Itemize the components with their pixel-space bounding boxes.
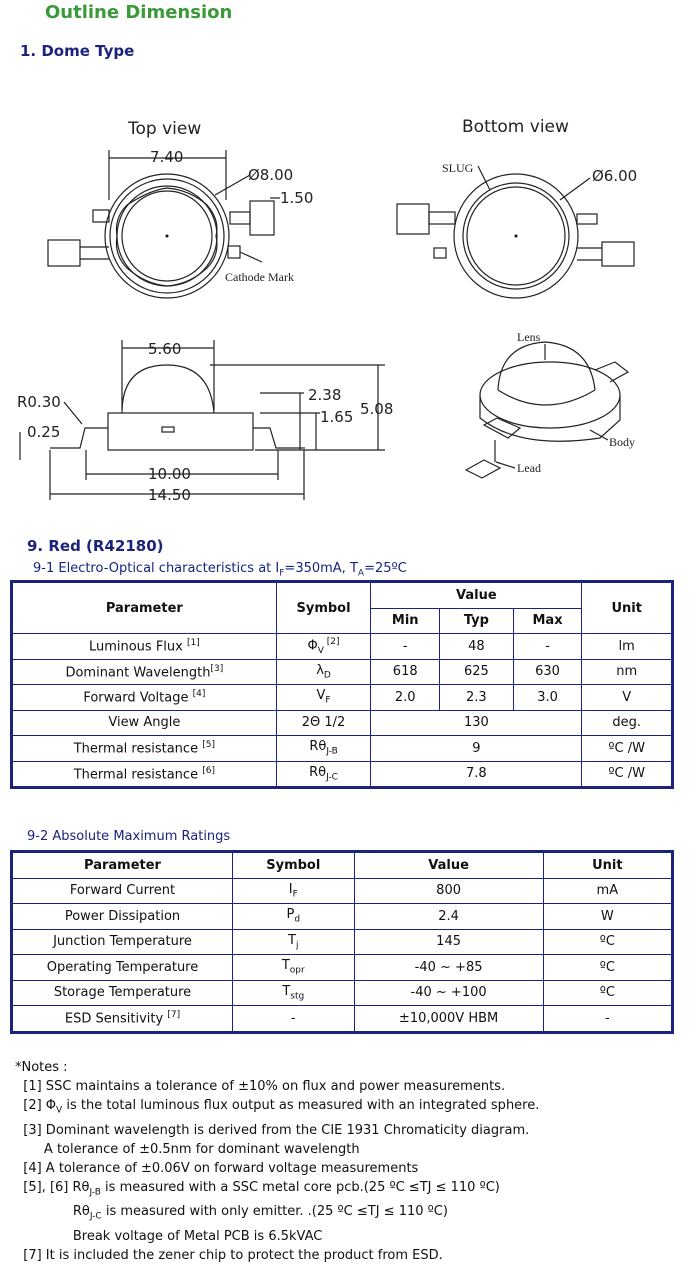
table-row [12,955,673,981]
min-cell: 2.0 [371,685,440,711]
symbol-text: - [290,1010,296,1026]
param-text: Storage Temperature [53,985,192,1001]
symbol-cell [233,980,355,1006]
param-text: Power Dissipation [64,908,181,924]
unit-cell: ºC /W [582,736,673,762]
eo-header-min: Min [371,608,440,634]
symbol-sub: opr [289,966,305,977]
dim-14-50: 14.50 [148,486,191,504]
param-cell [12,736,277,762]
param-text: Operating Temperature [46,959,199,975]
unit-cell: nm [582,659,673,685]
param-ref: [7] [167,1010,181,1021]
eo-header-symbol: Symbol [276,582,371,634]
param-cell [12,904,233,930]
param-text: Forward Current [69,883,176,899]
symbol-cell [276,710,371,736]
param-cell [12,955,233,981]
value-cell: -40 ~ +100 [354,980,543,1006]
eo-header-max: Max [513,608,582,634]
symbol-cell [233,929,355,955]
amr-header-unit: Unit [543,852,672,879]
top-view-label: Top view [128,119,202,139]
typ-cell: 625 [440,659,514,685]
symbol-cell [233,904,355,930]
eo-header-value: Value [371,582,582,609]
param-cell [12,659,277,685]
amr-subtitle: 9-2 Absolute Maximum Ratings [27,829,231,844]
note-4: [4] A tolerance of ±0.06V on forward voltage measurements [15,1160,419,1176]
symbol-sub: J-B [326,747,338,758]
value-cell: 2.4 [354,904,543,930]
symbol-text: P [286,907,295,923]
note-3b: A tolerance of ±0.5nm for dominant wavelength [15,1141,360,1157]
unit-cell: lm [582,634,673,660]
table-row [12,761,673,788]
symbol-cell [276,659,371,685]
symbol-text: T [288,932,296,948]
typ-cell: 2.3 [440,685,514,711]
param-cell [12,878,233,904]
value-cell: 9 [371,736,582,762]
min-cell: 618 [371,659,440,685]
param-ref: [1] [186,638,200,649]
note-7: [7] It is included the zener chip to protect the product from ESD. [15,1247,443,1263]
unit-cell: mA [543,878,672,904]
symbol-sub: V [317,645,324,656]
symbol-text: I [288,881,293,897]
value-cell: 145 [354,929,543,955]
electro-optical-table [10,580,674,789]
dim-1-65: 1.65 [320,408,354,426]
symbol-cell [233,1006,355,1033]
param-cell [12,929,233,955]
lead-label: Lead [517,461,541,475]
eo-header-unit: Unit [582,582,673,634]
eo-subtitle: 9-1 Electro-Optical characteristics at $I_F=350mA$, $T_A=25ºC$ [33,561,407,579]
symbol-text: Rθ [309,739,327,755]
note-3: [3] Dominant wavelength is derived from the CIE 1931 Chromaticity diagram. [15,1122,530,1138]
notes [15,1058,539,1265]
dim-2-38: 2.38 [308,386,342,404]
typ-cell: 48 [440,634,514,660]
dim-10-00: 10.00 [148,465,191,483]
param-text: Thermal resistance [73,741,203,757]
table-row [12,1006,673,1033]
symbol-cell [233,955,355,981]
unit-cell: ºC [543,980,672,1006]
param-text: Luminous Flux [88,639,187,655]
unit-cell: ºC [543,929,672,955]
param-ref: [5] [202,740,215,751]
table-row [12,736,673,762]
param-cell [12,710,277,736]
symbol-text: Rθ [309,764,327,780]
param-text: ESD Sensitivity [64,1011,168,1027]
param-ref: [3] [210,663,224,674]
value-cell: 800 [354,878,543,904]
amr-header-symbol: Symbol [233,852,355,879]
param-cell [12,761,277,788]
symbol-sub: F [325,696,331,707]
param-text: Forward Voltage [83,690,193,706]
value-cell: ±10,000V HBM [354,1006,543,1033]
symbol-text: 2Θ 1/2 [301,715,346,731]
dim-7-40: 7.40 [150,148,184,166]
symbol-cell [276,736,371,762]
amr-header-parameter: Parameter [12,852,233,879]
value-cell: -40 ~ +85 [354,955,543,981]
param-text: Dominant Wavelength [65,664,211,680]
dim-6-00: Ø6.00 [592,167,638,185]
amr-header-value: Value [354,852,543,879]
symbol-text: V [316,688,326,704]
param-cell [12,634,277,660]
table-row [12,710,673,736]
symbol-text: λ [316,662,324,678]
table-row [12,878,673,904]
dim-1-50: 1.50 [280,189,314,207]
note-6c: Break voltage of Metal PCB is 6.5kVAC [15,1228,323,1244]
symbol-cell [276,761,371,788]
dim-0-25: 0.25 [27,423,61,441]
dim-r0-30: R0.30 [17,393,61,411]
page-title: Outline Dimension [45,2,233,23]
table-row [12,980,673,1006]
dim-5-08: 5.08 [360,400,394,418]
symbol-sub: J-C [326,772,338,783]
param-ref: [6] [202,765,215,776]
symbol-sub: D [323,670,331,681]
table-row [12,685,673,711]
table-row [12,929,673,955]
table-row [12,659,673,685]
param-cell [12,685,277,711]
symbol-text: T [281,958,290,974]
unit-cell: W [543,904,672,930]
symbol-sub: d [294,915,301,926]
value-cell: 130 [371,710,582,736]
param-text: View Angle [108,715,181,731]
body-label: Body [609,435,636,449]
min-cell: - [371,634,440,660]
eo-header-parameter: Parameter [12,582,277,634]
symbol-text: T [282,983,291,999]
unit-cell: deg. [582,710,673,736]
symbol-cell [233,878,355,904]
unit-cell: ºC [543,955,672,981]
symbol-cell [276,634,371,660]
table-row [12,904,673,930]
unit-cell: V [582,685,673,711]
max-cell: 630 [513,659,582,685]
symbol-cell [276,685,371,711]
notes-heading: *Notes : [15,1060,68,1075]
slug-label: SLUG [442,161,474,175]
bottom-view-label: Bottom view [462,117,569,137]
section-title-red: 9. Red (R42180) [27,537,164,555]
max-cell: 3.0 [513,685,582,711]
symbol-ref: [2] [323,636,340,647]
note-2: [2] $\Phi_V$ is the total luminous flux output as measured with an integrated sphere. [15,1098,540,1116]
symbol-sub: F [292,889,298,900]
symbol-sub: j [295,940,299,951]
unit-cell: - [543,1006,672,1033]
param-cell [12,980,233,1006]
value-cell: 7.8 [371,761,582,788]
param-text: Junction Temperature [53,934,192,950]
cathode-mark-label: Cathode Mark [225,270,294,284]
max-cell: - [513,634,582,660]
section-title-dome: 1. Dome Type [20,42,135,60]
param-text: Thermal resistance [73,766,203,782]
table-row [12,634,673,660]
outline-drawing [0,60,699,530]
lens-label: Lens [517,330,541,344]
unit-cell: ºC /W [582,761,673,788]
note-1: [1] SSC maintains a tolerance of ±10% on flux and power measurements. [15,1079,506,1094]
dim-5-60: 5.60 [148,340,182,358]
absolute-maximum-ratings-table [10,850,674,1034]
symbol-sub: stg [290,991,305,1002]
param-cell [12,1006,233,1033]
dim-8-00: Ø8.00 [248,166,294,184]
note-5: [5], [6] $R\theta_{J-B}$ is measured with a SSC metal core pcb.(25 ºC ≤TJ ≤ 110 ºC) [15,1179,500,1198]
symbol-text: Φ [307,638,318,654]
note-6: $R\theta_{J-C}$ is measured with only emitter. .(25 ºC ≤TJ ≤ 110 ºC) [15,1204,448,1222]
param-ref: [4] [192,689,206,700]
eo-header-typ: Typ [440,608,514,634]
